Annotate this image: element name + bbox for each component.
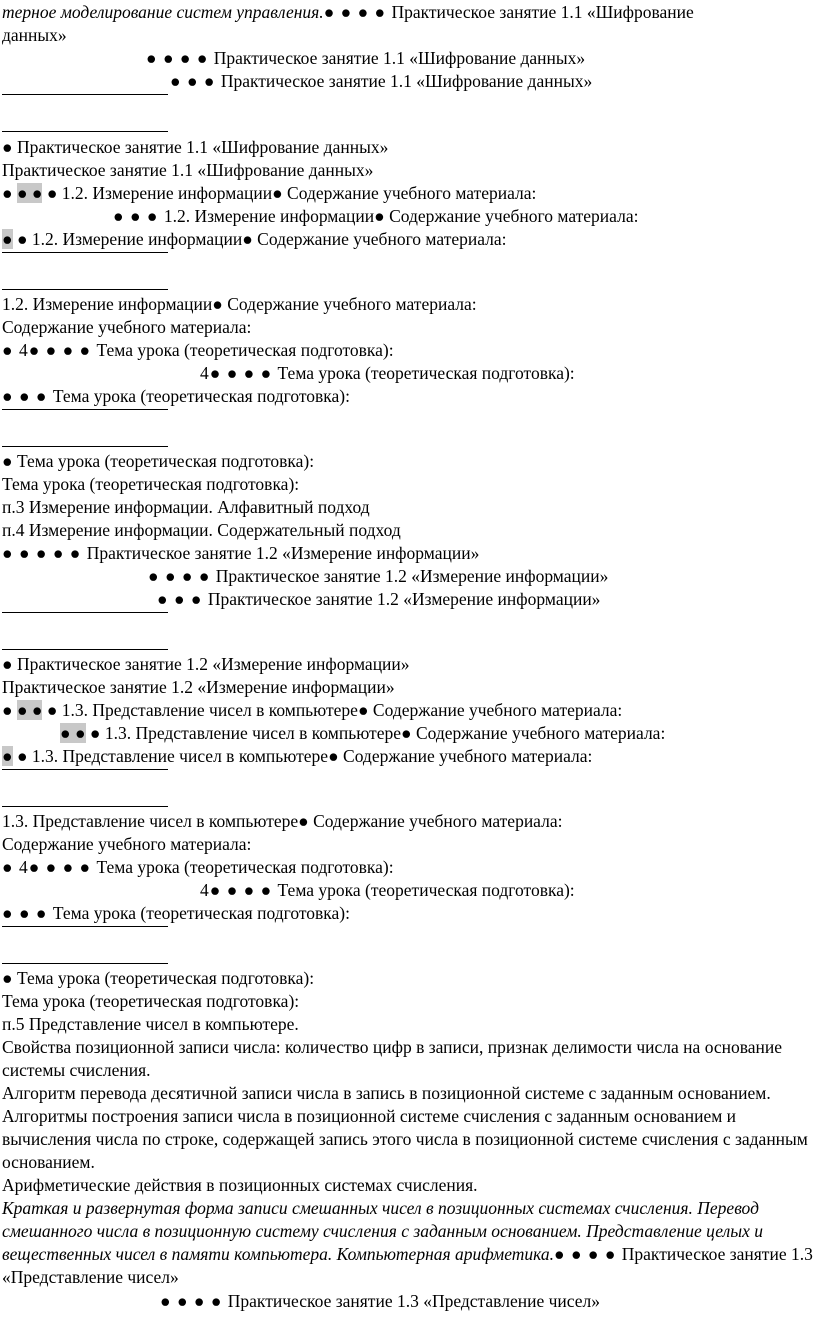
doc-line bbox=[2, 1, 694, 24]
doc-line bbox=[2, 990, 299, 1013]
highlighted-dots: ● ● bbox=[60, 723, 86, 743]
highlighted-dots: ● bbox=[2, 229, 13, 249]
line-text: Содержание учебного материала: bbox=[257, 229, 507, 249]
italic-fragment: терное моделирование систем управления. bbox=[2, 2, 324, 22]
line-text: Содержание учебного материала: bbox=[2, 317, 252, 337]
separator-rule bbox=[2, 252, 168, 253]
bullet-dots: ● ● ● ● bbox=[554, 1244, 622, 1264]
separator-rule bbox=[2, 806, 168, 807]
bullet-dots: ● bbox=[85, 723, 105, 743]
line-text: Тема урока (теоретическая подготовка): bbox=[277, 363, 575, 383]
line-text: Тема урока (теоретическая подготовка): bbox=[96, 857, 394, 877]
doc-line bbox=[2, 450, 314, 473]
line-text: п.5 Представление чисел в компьютере. bbox=[2, 1014, 299, 1034]
line-text: Содержание учебного материала: bbox=[343, 746, 593, 766]
line-text: Содержание учебного материала: bbox=[287, 183, 537, 203]
line-text: Тема урока (теоретическая подготовка): bbox=[16, 451, 315, 471]
separator-rule bbox=[2, 446, 168, 447]
bullet-dots: ● bbox=[401, 723, 416, 743]
bullet-dots: ● bbox=[242, 229, 258, 249]
bullet-dots: ● ● ● bbox=[170, 71, 221, 91]
line-text: 1.3. Представление чисел в компьютере bbox=[104, 723, 401, 743]
doc-line bbox=[2, 902, 350, 925]
doc-line bbox=[2, 496, 370, 519]
bullet-dots: ● bbox=[2, 700, 17, 720]
bullet-dots: ● bbox=[328, 746, 344, 766]
doc-line bbox=[160, 1290, 600, 1313]
line-text: Практическое занятие 1.1 «Шифрование данных» bbox=[213, 48, 586, 68]
doc-line bbox=[2, 699, 622, 722]
line-text: Практическое занятие 1.1 «Шифрование bbox=[391, 2, 694, 22]
bullet-dots: ● ● ● ● bbox=[160, 1291, 228, 1311]
separator-rule bbox=[2, 769, 168, 770]
doc-line bbox=[157, 588, 600, 611]
doc-line bbox=[60, 722, 665, 745]
doc-line bbox=[2, 339, 394, 362]
line-text: Практическое занятие 1.2 «Измерение информации» bbox=[86, 543, 480, 563]
doc-line bbox=[2, 473, 299, 496]
bullet-dots: ● bbox=[12, 746, 32, 766]
doc-line bbox=[200, 879, 575, 902]
bullet-dots: ● ● ● ● ● bbox=[2, 543, 87, 563]
italic-paragraph: Краткая и развернутая форма записи смешанных чисел в позиционных системах счисления. Перевод смешанного числа в позиционную систему счисления с заданным основанием. Представление целых и вещественных чисел в памяти компьютера. Компьютерная арифметика. bbox=[2, 1198, 763, 1264]
bullet-dots: ● bbox=[2, 451, 17, 471]
doc-line bbox=[113, 205, 638, 228]
doc-line bbox=[2, 833, 251, 856]
highlighted-dots: ● ● bbox=[16, 183, 43, 203]
line-text: Практическое занятие 1.2 «Измерение информации» bbox=[2, 677, 395, 697]
doc-line bbox=[2, 1013, 299, 1036]
separator-rule bbox=[2, 409, 168, 410]
bullet-dots: 4● ● ● ● bbox=[200, 363, 278, 383]
line-text: 1.3. Представление чисел в компьютере bbox=[61, 700, 358, 720]
doc-line bbox=[2, 228, 507, 251]
line-text: Практическое занятие 1.3 «Представление чисел» bbox=[2, 1244, 813, 1287]
line-text: Содержание учебного материала: bbox=[2, 834, 252, 854]
bullet-dots: ● ● ● bbox=[157, 589, 208, 609]
separator-rule bbox=[2, 94, 168, 95]
bullet-dots: ● ● ● bbox=[2, 386, 53, 406]
separator-rule bbox=[2, 649, 168, 650]
line-text: 1.2. Измерение информации bbox=[2, 294, 213, 314]
doc-line bbox=[200, 362, 575, 385]
line-text: 1.2. Измерение информации bbox=[31, 229, 243, 249]
bullet-dots: ● bbox=[2, 968, 17, 988]
bullet-dots: ● bbox=[212, 294, 228, 314]
line-text: Практическое занятие 1.1 «Шифрование данных» bbox=[220, 71, 593, 91]
line-text: Тема урока (теоретическая подготовка): bbox=[2, 474, 300, 494]
doc-line bbox=[2, 24, 67, 47]
line-text: Практическое занятие 1.2 «Измерение информации» bbox=[207, 589, 601, 609]
bullet-dots: ● ● ● bbox=[2, 903, 53, 923]
line-text: п.3 Измерение информации. Алфавитный подход bbox=[2, 497, 370, 517]
doc-line bbox=[2, 676, 395, 699]
line-text: Содержание учебного материала: bbox=[389, 206, 639, 226]
paragraph bbox=[2, 1197, 814, 1289]
line-text: Тема урока (теоретическая подготовка): bbox=[277, 880, 575, 900]
doc-line bbox=[170, 70, 592, 93]
bullet-dots: ● bbox=[12, 229, 32, 249]
line-text: Практическое занятие 1.2 «Измерение информации» bbox=[215, 566, 609, 586]
line-text: 1.2. Измерение информации bbox=[163, 206, 375, 226]
doc-line bbox=[2, 385, 350, 408]
doc-line bbox=[2, 519, 401, 542]
bullet-dots: ● ● ● ● bbox=[146, 48, 214, 68]
bullet-dots: ● bbox=[2, 183, 17, 203]
bullet-dots: ● bbox=[272, 183, 288, 203]
bullet-dots: ● bbox=[374, 206, 390, 226]
bullet-dots: ● ● ● ● bbox=[148, 566, 216, 586]
doc-line bbox=[2, 810, 562, 833]
line-text: Тема урока (теоретическая подготовка): bbox=[52, 386, 350, 406]
line-text: Содержание учебного материала: bbox=[372, 700, 623, 720]
doc-line bbox=[2, 316, 251, 339]
line-text: Тема урока (теоретическая подготовка): bbox=[2, 991, 300, 1011]
bullet-dots: ● bbox=[2, 137, 17, 157]
bullet-dots: ● bbox=[42, 183, 62, 203]
line-text: данных» bbox=[2, 25, 67, 45]
paragraph: Свойства позиционной записи числа: количество цифр в записи, признак делимости числа на основание системы счисления. bbox=[2, 1037, 783, 1080]
bullet-dots: ● 4● ● ● ● bbox=[2, 857, 97, 877]
line-text: 1.3. Представление чисел в компьютере bbox=[31, 746, 329, 766]
separator-rule bbox=[2, 612, 168, 613]
doc-line bbox=[2, 745, 592, 768]
separator-rule bbox=[2, 963, 168, 964]
paragraph: Алгоритм перевода десятичной записи числа в запись в позиционной системе с заданным основанием. Алгоритмы построения записи числа в позиционной системе счисления с заданным основанием и вычисления числа по строке, содержащей запись этого числа в позиционной системе счисления с заданным основанием. bbox=[2, 1083, 808, 1172]
bullet-dots: ● bbox=[298, 811, 314, 831]
line-text: 1.2. Измерение информации bbox=[61, 183, 273, 203]
line-text: Практическое занятие 1.2 «Измерение информации» bbox=[16, 654, 410, 674]
doc-line bbox=[2, 653, 410, 676]
bullet-dots: ● ● ● ● bbox=[323, 2, 392, 22]
doc-line bbox=[2, 967, 314, 990]
line-text: Тема урока (теоретическая подготовка): bbox=[16, 968, 315, 988]
doc-line bbox=[146, 47, 585, 70]
doc-line bbox=[2, 159, 373, 182]
bullet-dots: ● ● ● bbox=[113, 206, 164, 226]
doc-line bbox=[2, 182, 536, 205]
line-text: Тема урока (теоретическая подготовка): bbox=[52, 903, 350, 923]
bullet-dots: ● bbox=[357, 700, 373, 720]
line-text: Практическое занятие 1.1 «Шифрование данных» bbox=[16, 137, 389, 157]
separator-rule bbox=[2, 926, 168, 927]
separator-rule bbox=[2, 289, 168, 290]
line-text: Содержание учебного материала: bbox=[313, 811, 563, 831]
bullet-dots: ● 4● ● ● ● bbox=[2, 340, 97, 360]
line-text: Содержание учебного материала: bbox=[415, 723, 666, 743]
line-text: 1.3. Представление чисел в компьютере bbox=[2, 811, 299, 831]
bullet-dots: ● bbox=[2, 654, 17, 674]
paragraph: Арифметические действия в позиционных системах счисления. bbox=[2, 1175, 478, 1195]
highlighted-dots: ● bbox=[2, 746, 13, 766]
bullet-dots: 4● ● ● ● bbox=[200, 880, 278, 900]
line-text: Содержание учебного материала: bbox=[227, 294, 477, 314]
line-text: Практическое занятие 1.3 «Представление чисел» bbox=[227, 1291, 600, 1311]
line-text: п.4 Измерение информации. Содержательный подход bbox=[2, 520, 401, 540]
line-text: Практическое занятие 1.1 «Шифрование данных» bbox=[2, 160, 374, 180]
doc-line bbox=[2, 136, 388, 159]
separator-rule bbox=[2, 131, 168, 132]
doc-line bbox=[2, 293, 477, 316]
doc-line bbox=[2, 542, 479, 565]
doc-line bbox=[148, 565, 608, 588]
highlighted-dots: ● ● bbox=[16, 700, 43, 720]
bullet-dots: ● bbox=[42, 700, 62, 720]
doc-line bbox=[2, 856, 394, 879]
line-text: Тема урока (теоретическая подготовка): bbox=[96, 340, 394, 360]
